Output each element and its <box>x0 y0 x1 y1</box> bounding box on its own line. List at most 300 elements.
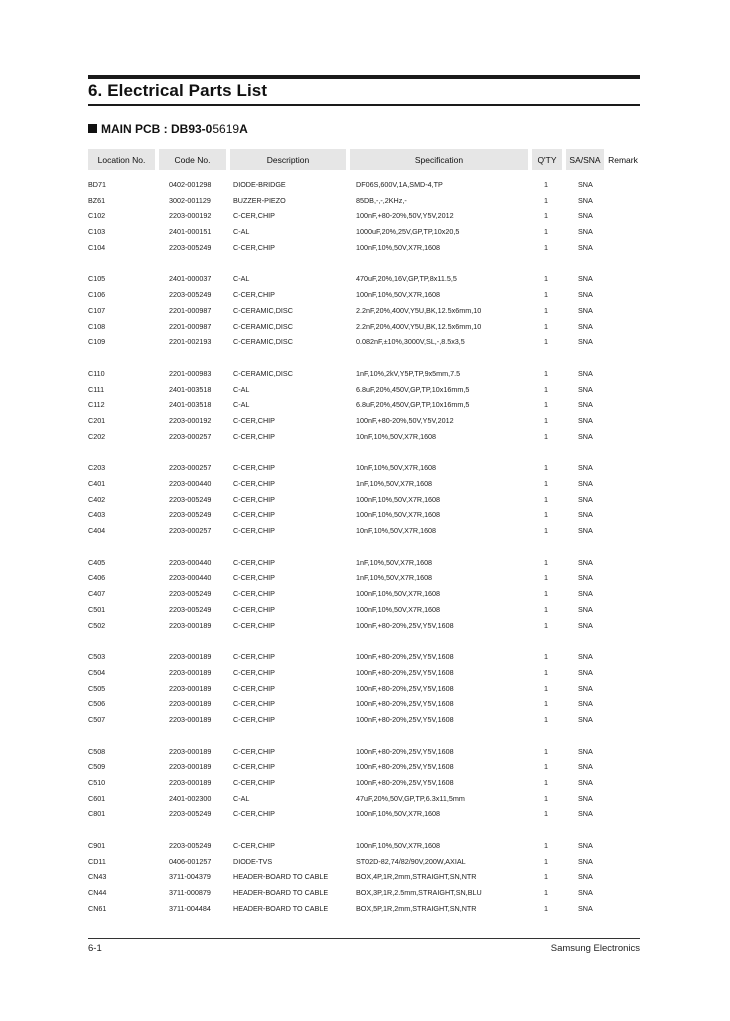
cell-description: C-CER,CHIP <box>233 479 275 488</box>
table-row <box>88 839 640 855</box>
cell-specification: 47uF,20%,50V,GP,TP,6.3x11,5mm <box>356 793 465 803</box>
header-specification: Specification <box>350 149 528 170</box>
cell-specification: 6.8uF,20%,450V,GP,TP,10x16mm,5 <box>356 384 470 394</box>
header-description: Description <box>230 149 346 170</box>
cell-description: C-CER,CHIP <box>233 652 275 662</box>
cell-sa-sna: SNA <box>578 589 593 599</box>
cell-location: C105 <box>88 274 106 284</box>
cell-code: 2203-000440 <box>169 573 212 583</box>
page-title: 6. Electrical Parts List <box>88 81 268 100</box>
cell-specification: 2.2nF,20%,400V,Y5U,BK,12.5x6mm,10 <box>356 321 482 331</box>
cell-description: C-CER,CHIP <box>233 494 275 504</box>
cell-specification: 10nF,10%,50V,X7R,1608 <box>356 526 437 536</box>
cell-code: 2203-005249 <box>169 290 212 300</box>
cell-specification: 1nF,10%,2kV,Y5P,TP,9x5mm,7.5 <box>356 368 461 378</box>
cell-location: C510 <box>88 778 106 787</box>
cell-qty: 1 <box>544 195 548 205</box>
cell-specification: 6.8uF,20%,450V,GP,TP,10x16mm,5 <box>356 400 470 410</box>
cell-location: BD71 <box>88 180 106 189</box>
cell-specification: BOX,4P,1R,2mm,STRAIGHT,SN,NTR <box>356 872 477 882</box>
cell-code: 2201-000987 <box>169 305 212 315</box>
cell-description: HEADER-BOARD TO CABLE <box>233 872 329 882</box>
cell-location: C109 <box>88 337 106 347</box>
cell-qty: 1 <box>544 888 548 898</box>
cell-sa-sna: SNA <box>578 337 593 347</box>
cell-sa-sna: SNA <box>578 699 593 709</box>
cell-qty: 1 <box>544 180 548 189</box>
table-row <box>88 178 640 194</box>
cell-qty: 1 <box>544 746 548 756</box>
cell-sa-sna: SNA <box>578 683 593 693</box>
cell-sa-sna: SNA <box>578 604 593 614</box>
cell-code: 2203-000189 <box>169 762 212 772</box>
cell-qty: 1 <box>544 714 548 724</box>
cell-description: C-CER,CHIP <box>233 431 275 441</box>
cell-specification: 10nF,10%,50V,X7R,1608 <box>356 431 437 441</box>
cell-description: C-AL <box>233 384 250 394</box>
cell-code: 2401-003518 <box>169 384 212 394</box>
cell-description: C-CERAMIC,DISC <box>233 337 293 347</box>
cell-location: C112 <box>88 400 105 410</box>
cell-specification: 100nF,+80-20%,25V,Y5V,1608 <box>356 714 454 724</box>
cell-location: C405 <box>88 557 106 567</box>
cell-code: 2401-000151 <box>169 227 212 237</box>
cell-specification: DF06S,600V,1A,SMD-4,TP <box>356 180 443 189</box>
cell-sa-sna: SNA <box>578 888 593 898</box>
cell-description: C-AL <box>233 400 250 410</box>
table-row <box>88 383 640 399</box>
cell-description: C-CER,CHIP <box>233 526 275 536</box>
cell-qty: 1 <box>544 856 548 866</box>
cell-specification: 1000uF,20%,25V,GP,TP,10x20,5 <box>356 227 460 237</box>
cell-description: C-CER,CHIP <box>233 778 275 787</box>
cell-location: C401 <box>88 479 106 488</box>
cell-description: HEADER-BOARD TO CABLE <box>233 888 329 898</box>
table-row <box>88 304 640 320</box>
table-row <box>88 776 640 792</box>
title-underline <box>88 104 640 106</box>
cell-description: C-CER,CHIP <box>233 463 275 473</box>
table-row <box>88 807 640 823</box>
cell-location: C402 <box>88 494 106 504</box>
cell-code: 2203-000440 <box>169 557 212 567</box>
cell-sa-sna: SNA <box>578 274 593 284</box>
table-row <box>88 870 640 886</box>
cell-code: 2203-005249 <box>169 589 212 599</box>
subtitle-prefix: MAIN PCB : DB93-0 <box>101 122 213 136</box>
cell-sa-sna: SNA <box>578 431 593 441</box>
cell-location: C111 <box>88 384 105 394</box>
cell-location: C108 <box>88 321 106 331</box>
cell-specification: 100nF,+80-20%,25V,Y5V,1608 <box>356 699 454 709</box>
cell-specification: 1nF,10%,50V,X7R,1608 <box>356 557 433 567</box>
cell-sa-sna: SNA <box>578 778 593 787</box>
cell-location: C406 <box>88 573 106 583</box>
cell-location: C505 <box>88 683 106 693</box>
cell-sa-sna: SNA <box>578 510 593 520</box>
table-row <box>88 524 640 540</box>
cell-description: C-CER,CHIP <box>233 589 275 599</box>
cell-description: BUZZER-PIEZO <box>233 195 286 205</box>
cell-description: C-CER,CHIP <box>233 667 275 677</box>
cell-sa-sna: SNA <box>578 746 593 756</box>
cell-code: 3711-000879 <box>169 888 211 898</box>
cell-code: 2203-000257 <box>169 463 212 473</box>
cell-location: C504 <box>88 667 106 677</box>
cell-specification: 100nF,10%,50V,X7R,1608 <box>356 841 441 851</box>
cell-code: 2203-005249 <box>169 510 212 520</box>
cell-qty: 1 <box>544 211 548 221</box>
table-row <box>88 587 640 603</box>
header-location: Location No. <box>88 149 155 170</box>
table-row <box>88 619 640 635</box>
cell-description: C-AL <box>233 793 250 803</box>
cell-qty: 1 <box>544 431 548 441</box>
cell-sa-sna: SNA <box>578 463 593 473</box>
cell-code: 2201-002193 <box>169 337 212 347</box>
cell-code: 2203-000189 <box>169 714 212 724</box>
cell-specification: 100nF,+80-20%,25V,Y5V,1608 <box>356 746 454 756</box>
cell-specification: 100nF,10%,50V,X7R,1608 <box>356 494 441 504</box>
cell-sa-sna: SNA <box>578 211 593 221</box>
cell-sa-sna: SNA <box>578 321 593 331</box>
table-row <box>88 556 640 572</box>
cell-location: C503 <box>88 652 106 662</box>
cell-location: C104 <box>88 242 106 252</box>
cell-qty: 1 <box>544 903 548 913</box>
cell-sa-sna: SNA <box>578 305 593 315</box>
table-row <box>88 320 640 336</box>
cell-qty: 1 <box>544 841 548 851</box>
cell-sa-sna: SNA <box>578 242 593 252</box>
cell-qty: 1 <box>544 557 548 567</box>
cell-sa-sna: SNA <box>578 856 593 866</box>
cell-qty: 1 <box>544 337 548 347</box>
company-name: Samsung Electronics <box>550 943 640 954</box>
cell-description: C-CER,CHIP <box>233 573 275 583</box>
cell-location: C110 <box>88 368 105 378</box>
cell-sa-sna: SNA <box>578 479 593 488</box>
cell-code: 2203-005249 <box>169 809 212 819</box>
cell-qty: 1 <box>544 463 548 473</box>
cell-qty: 1 <box>544 620 548 630</box>
cell-description: C-CER,CHIP <box>233 290 275 300</box>
document-page <box>88 0 640 1021</box>
table-row <box>88 209 640 225</box>
cell-specification: ST02D-82,74/82/90V,200W,AXIAL <box>356 856 466 866</box>
cell-location: C507 <box>88 714 106 724</box>
subtitle-light: 5619 <box>212 122 240 136</box>
cell-code: 3002-001129 <box>169 195 211 205</box>
cell-description: C-CERAMIC,DISC <box>233 305 293 315</box>
cell-code: 2203-000192 <box>169 415 212 425</box>
cell-qty: 1 <box>544 479 548 488</box>
cell-code: 2201-000987 <box>169 321 212 331</box>
cell-sa-sna: SNA <box>578 494 593 504</box>
cell-qty: 1 <box>544 510 548 520</box>
cell-location: C202 <box>88 431 106 441</box>
table-row <box>88 571 640 587</box>
cell-specification: 0.082nF,±10%,3000V,SL,-,8.5x3,5 <box>356 337 465 347</box>
header-qty: Q'TY <box>532 149 562 170</box>
table-row <box>88 697 640 713</box>
cell-sa-sna: SNA <box>578 290 593 300</box>
cell-description: C-AL <box>233 274 250 284</box>
cell-specification: 1nF,10%,50V,X7R,1608 <box>356 479 433 488</box>
table-row <box>88 886 640 902</box>
table-row <box>88 682 640 698</box>
cell-location: C201 <box>88 415 106 425</box>
cell-sa-sna: SNA <box>578 841 593 851</box>
cell-location: C901 <box>88 841 106 851</box>
cell-code: 0402-001298 <box>169 180 212 189</box>
header-remark: Remark <box>606 149 640 170</box>
cell-location: C508 <box>88 746 106 756</box>
cell-qty: 1 <box>544 778 548 787</box>
cell-specification: 470uF,20%,16V,GP,TP,8x11.5,5 <box>356 274 457 284</box>
cell-qty: 1 <box>544 683 548 693</box>
cell-sa-sna: SNA <box>578 526 593 536</box>
cell-qty: 1 <box>544 290 548 300</box>
cell-sa-sna: SNA <box>578 557 593 567</box>
table-row <box>88 430 640 446</box>
cell-qty: 1 <box>544 762 548 772</box>
footer-rule <box>88 938 640 939</box>
cell-specification: 100nF,10%,50V,X7R,1608 <box>356 589 441 599</box>
cell-specification: 10nF,10%,50V,X7R,1608 <box>356 463 437 473</box>
cell-location: C502 <box>88 620 106 630</box>
cell-code: 2203-005249 <box>169 242 212 252</box>
cell-location: C102 <box>88 211 106 221</box>
cell-specification: BOX,5P,1R,2mm,STRAIGHT,SN,NTR <box>356 903 477 913</box>
cell-code: 2401-000037 <box>169 274 212 284</box>
cell-sa-sna: SNA <box>578 415 593 425</box>
page-number: 6-1 <box>88 943 102 954</box>
cell-location: C407 <box>88 589 106 599</box>
cell-location: C601 <box>88 793 106 803</box>
cell-code: 2203-000189 <box>169 667 212 677</box>
cell-specification: 100nF,+80-20%,25V,Y5V,1608 <box>356 762 454 772</box>
cell-specification: 100nF,+80-20%,25V,Y5V,1608 <box>356 778 454 787</box>
cell-sa-sna: SNA <box>578 762 593 772</box>
cell-description: C-CER,CHIP <box>233 762 275 772</box>
cell-description: HEADER-BOARD TO CABLE <box>233 903 329 913</box>
cell-location: CD11 <box>88 856 106 866</box>
cell-code: 2203-000189 <box>169 746 212 756</box>
cell-description: C-CER,CHIP <box>233 510 275 520</box>
cell-code: 2203-005249 <box>169 494 212 504</box>
cell-location: CN43 <box>88 872 107 882</box>
cell-qty: 1 <box>544 305 548 315</box>
cell-qty: 1 <box>544 227 548 237</box>
header-sa-sna: SA/SNA <box>566 149 604 170</box>
cell-code: 0406-001257 <box>169 856 212 866</box>
cell-qty: 1 <box>544 242 548 252</box>
cell-code: 2203-000192 <box>169 211 212 221</box>
cell-sa-sna: SNA <box>578 400 593 410</box>
parts-table-body <box>88 178 640 918</box>
cell-sa-sna: SNA <box>578 652 593 662</box>
cell-qty: 1 <box>544 384 548 394</box>
cell-qty: 1 <box>544 526 548 536</box>
cell-code: 2401-002300 <box>169 793 212 803</box>
table-row <box>88 194 640 210</box>
cell-description: C-CER,CHIP <box>233 809 275 819</box>
cell-sa-sna: SNA <box>578 573 593 583</box>
cell-specification: 2.2nF,20%,400V,Y5U,BK,12.5x6mm,10 <box>356 305 482 315</box>
cell-description: C-CER,CHIP <box>233 699 275 709</box>
table-row <box>88 902 640 918</box>
cell-specification: 100nF,+80-20%,25V,Y5V,1608 <box>356 620 454 630</box>
cell-specification: 100nF,10%,50V,X7R,1608 <box>356 290 441 300</box>
table-row <box>88 335 640 351</box>
cell-specification: 100nF,+80-20%,25V,Y5V,1608 <box>356 667 454 677</box>
cell-description: C-CER,CHIP <box>233 620 275 630</box>
table-row <box>88 241 640 257</box>
cell-sa-sna: SNA <box>578 180 593 189</box>
table-row <box>88 225 640 241</box>
cell-sa-sna: SNA <box>578 714 593 724</box>
cell-description: C-CER,CHIP <box>233 242 275 252</box>
cell-code: 2203-005249 <box>169 604 212 614</box>
cell-sa-sna: SNA <box>578 667 593 677</box>
cell-code: 2203-000440 <box>169 479 212 488</box>
cell-code: 3711-004484 <box>169 903 211 913</box>
cell-specification: 100nF,10%,50V,X7R,1608 <box>356 510 441 520</box>
cell-description: C-AL <box>233 227 250 237</box>
cell-qty: 1 <box>544 699 548 709</box>
cell-qty: 1 <box>544 872 548 882</box>
table-row <box>88 493 640 509</box>
table-row <box>88 603 640 619</box>
cell-specification: 1nF,10%,50V,X7R,1608 <box>356 573 433 583</box>
cell-qty: 1 <box>544 573 548 583</box>
table-row <box>88 855 640 871</box>
cell-specification: 100nF,+80-20%,25V,Y5V,1608 <box>356 652 454 662</box>
cell-qty: 1 <box>544 604 548 614</box>
cell-description: DIODE-BRIDGE <box>233 180 286 189</box>
table-row <box>88 414 640 430</box>
cell-description: C-CERAMIC,DISC <box>233 321 293 331</box>
cell-code: 2201-000983 <box>169 368 212 378</box>
top-rule <box>88 75 640 79</box>
cell-sa-sna: SNA <box>578 793 593 803</box>
cell-location: BZ61 <box>88 195 106 205</box>
cell-qty: 1 <box>544 274 548 284</box>
cell-location: C506 <box>88 699 106 709</box>
table-row <box>88 508 640 524</box>
cell-location: C403 <box>88 510 106 520</box>
cell-sa-sna: SNA <box>578 195 593 205</box>
cell-specification: 85DB,-,-,2KHz,- <box>356 195 407 205</box>
cell-sa-sna: SNA <box>578 903 593 913</box>
cell-description: C-CERAMIC,DISC <box>233 368 293 378</box>
section-subtitle <box>88 122 248 136</box>
cell-code: 2203-000189 <box>169 778 212 787</box>
cell-location: C203 <box>88 463 106 473</box>
table-row <box>88 666 640 682</box>
cell-qty: 1 <box>544 652 548 662</box>
subtitle-suffix: A <box>239 122 248 136</box>
cell-qty: 1 <box>544 809 548 819</box>
table-row <box>88 398 640 414</box>
square-bullet-icon <box>88 124 97 133</box>
cell-sa-sna: SNA <box>578 227 593 237</box>
cell-description: C-CER,CHIP <box>233 211 275 221</box>
cell-sa-sna: SNA <box>578 872 593 882</box>
cell-specification: 100nF,+80-20%,25V,Y5V,1608 <box>356 683 454 693</box>
cell-description: C-CER,CHIP <box>233 841 275 851</box>
table-row <box>88 461 640 477</box>
table-row <box>88 272 640 288</box>
cell-description: DIODE-TVS <box>233 856 273 866</box>
cell-code: 2203-000257 <box>169 431 212 441</box>
cell-description: C-CER,CHIP <box>233 746 275 756</box>
cell-location: C501 <box>88 604 106 614</box>
cell-code: 2401-003518 <box>169 400 212 410</box>
cell-location: C404 <box>88 526 106 536</box>
cell-code: 2203-000189 <box>169 699 212 709</box>
cell-specification: 100nF,10%,50V,X7R,1608 <box>356 809 441 819</box>
table-row <box>88 792 640 808</box>
cell-location: CN44 <box>88 888 107 898</box>
cell-location: C103 <box>88 227 106 237</box>
table-row <box>88 713 640 729</box>
cell-location: C801 <box>88 809 106 819</box>
cell-code: 2203-000189 <box>169 652 212 662</box>
cell-specification: 100nF,+80-20%,50V,Y5V,2012 <box>356 211 454 221</box>
cell-code: 2203-005249 <box>169 841 212 851</box>
cell-specification: 100nF,10%,50V,X7R,1608 <box>356 242 441 252</box>
cell-qty: 1 <box>544 415 548 425</box>
cell-code: 2203-000189 <box>169 683 212 693</box>
cell-qty: 1 <box>544 400 548 410</box>
cell-description: C-CER,CHIP <box>233 604 275 614</box>
table-row <box>88 760 640 776</box>
table-row <box>88 367 640 383</box>
cell-location: C107 <box>88 305 106 315</box>
cell-description: C-CER,CHIP <box>233 415 275 425</box>
cell-location: CN61 <box>88 903 107 913</box>
cell-qty: 1 <box>544 589 548 599</box>
cell-specification: 100nF,+80-20%,50V,Y5V,2012 <box>356 415 454 425</box>
cell-location: C509 <box>88 762 106 772</box>
cell-qty: 1 <box>544 368 548 378</box>
cell-description: C-CER,CHIP <box>233 683 275 693</box>
cell-specification: BOX,3P,1R,2.5mm,STRAIGHT,SN,BLU <box>356 888 482 898</box>
cell-qty: 1 <box>544 667 548 677</box>
cell-code: 2203-000189 <box>169 620 212 630</box>
cell-qty: 1 <box>544 793 548 803</box>
cell-location: C106 <box>88 290 106 300</box>
cell-qty: 1 <box>544 494 548 504</box>
cell-sa-sna: SNA <box>578 384 593 394</box>
cell-description: C-CER,CHIP <box>233 714 275 724</box>
cell-code: 2203-000257 <box>169 526 212 536</box>
table-row <box>88 745 640 761</box>
cell-description: C-CER,CHIP <box>233 557 275 567</box>
table-row <box>88 650 640 666</box>
cell-sa-sna: SNA <box>578 809 593 819</box>
table-row <box>88 288 640 304</box>
header-code: Code No. <box>159 149 226 170</box>
cell-sa-sna: SNA <box>578 368 593 378</box>
cell-specification: 100nF,10%,50V,X7R,1608 <box>356 604 441 614</box>
cell-sa-sna: SNA <box>578 620 593 630</box>
cell-qty: 1 <box>544 321 548 331</box>
table-row <box>88 477 640 493</box>
cell-code: 3711-004379 <box>169 872 211 882</box>
